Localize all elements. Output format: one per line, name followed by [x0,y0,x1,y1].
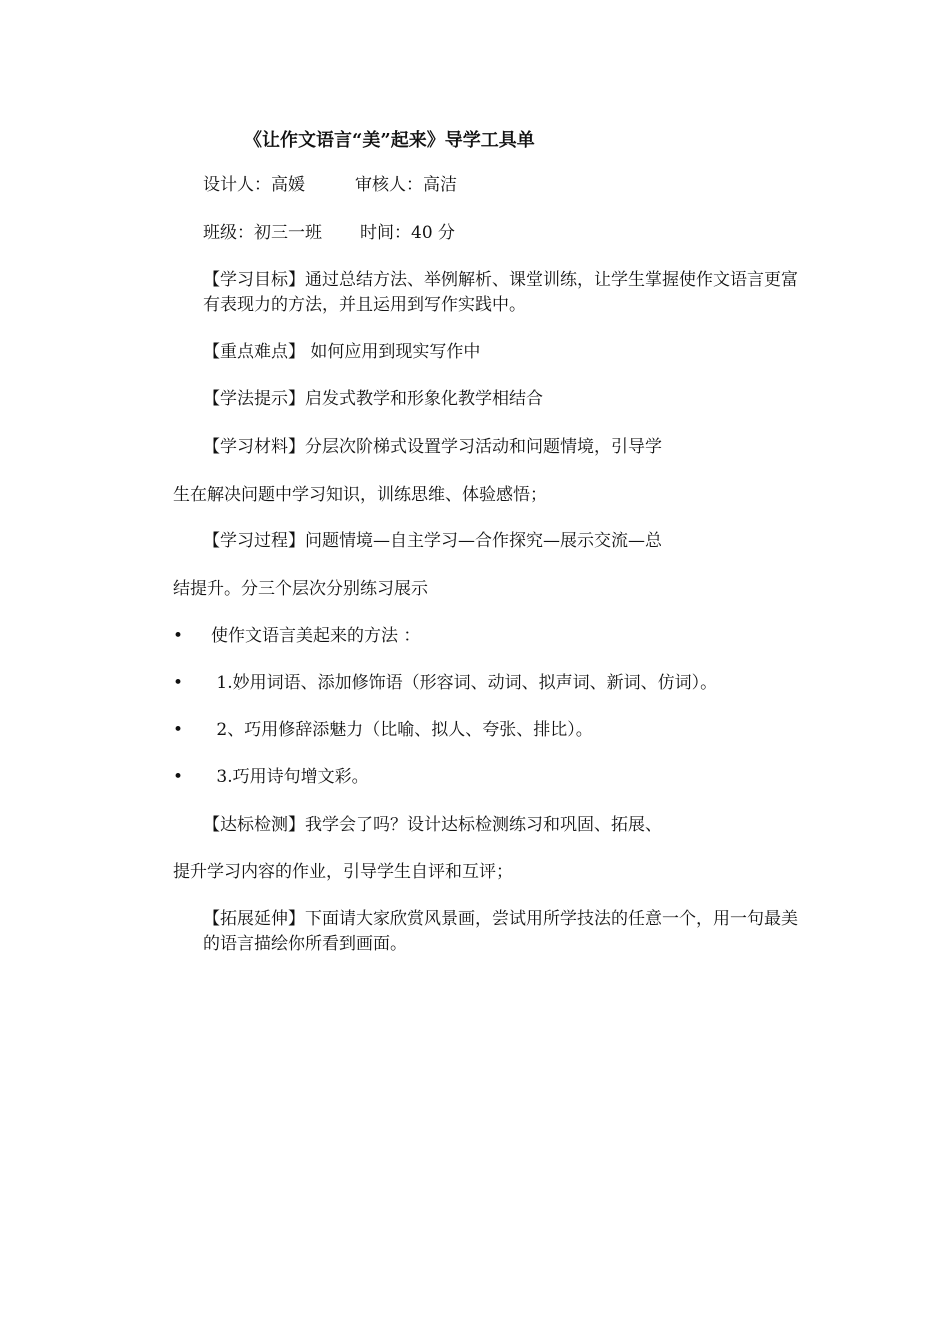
document-title: 《让作文语言“美”起来》导学工具单 [244,130,535,151]
list-item [173,671,717,695]
list-item-text: 1.妙用词语、添加修饰语（形容词、动词、拟声词、新词、仿词）。 [211,673,718,693]
bullet-icon: • [173,767,184,787]
check-line-2: 提升学习内容的作业，引导学生自评和互评； [173,862,513,882]
list-item-text: 3.巧用诗句增文彩。 [211,767,369,787]
extension-text: 【拓展延伸】下面请大家欣赏风景画，尝试用所学技法的任意一个，用一句最美的语言描绘你所看到画面。 [203,909,798,954]
bullet-icon: • [173,626,184,646]
check-line-1: 【达标检测】我学会了吗？设计达标检测练习和巩固、拓展、 [203,815,662,835]
time-text: 时间：40 分 [360,223,456,243]
process-line-2: 结提升。分三个层次分别练习展示 [173,579,428,599]
list-item-text: 2、巧用修辞添魅力（比喻、拟人、夸张、排比）。 [211,720,593,740]
reviewer-text: 审核人：高洁 [355,175,457,195]
designer-text: 设计人：高媛 [203,175,305,195]
process-line-1: 【学习过程】问题情境—自主学习—合作探究—展示交流—总 [203,531,662,551]
list-item [173,765,369,789]
learning-goal: 【学习目标】通过总结方法、举例解析、课堂训练，让学生掌握使作文语言更富有表现力的方法，并且运用到写作实践中。 [203,270,798,315]
bullet-icon: • [173,720,184,740]
list-item-text: 使作文语言美起来的方法 ： [211,626,421,646]
bullet-icon: • [173,673,184,693]
materials-line-1: 【学习材料】分层次阶梯式设置学习活动和问题情境，引导学 [203,437,662,457]
class-text: 班级：初三一班 [203,223,322,243]
materials-line-2: 生在解决问题中学习知识，训练思维、体验感悟； [173,485,547,505]
method-hint: 【学法提示】启发式教学和形象化教学相结合 [203,389,543,409]
class-time-line [203,221,455,245]
key-points: 【重点难点】 如何应用到现实写作中 [203,342,481,362]
credits-line [203,173,457,197]
list-item [173,718,593,742]
list-item [173,624,420,648]
